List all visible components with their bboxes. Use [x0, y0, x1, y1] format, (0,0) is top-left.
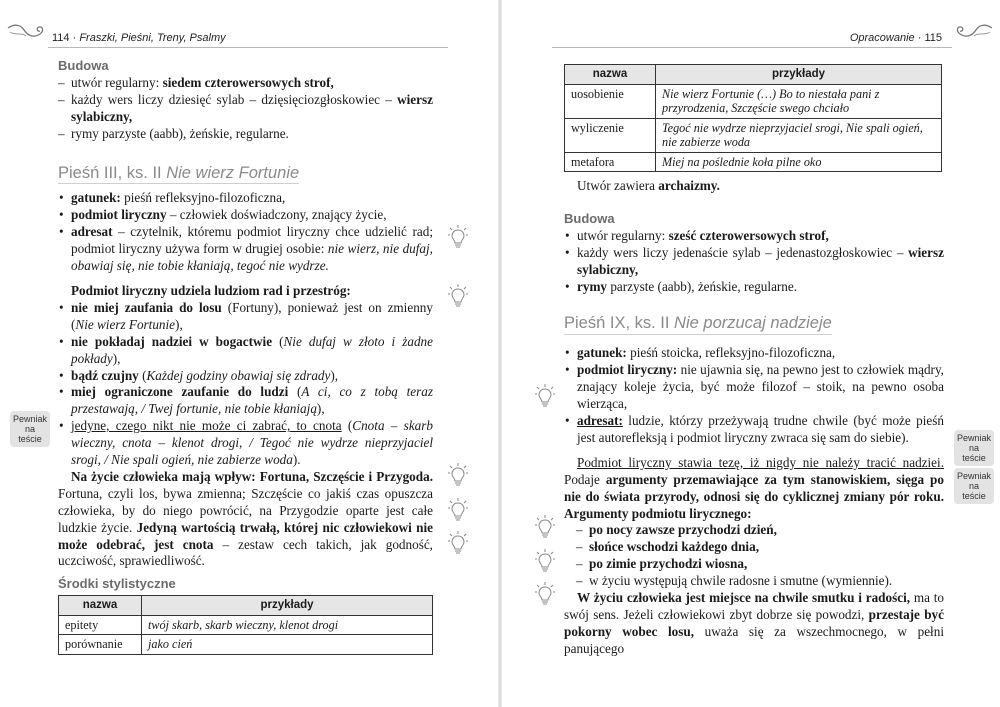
budowa-list	[564, 228, 944, 296]
list-item: • rymy parzyste (aabb), żeńskie, regularne.	[564, 279, 944, 296]
lightbulb-icon	[534, 548, 556, 574]
list-item: – utwór regularny: siedem czterowersowych strof,	[58, 75, 433, 92]
info-list	[564, 345, 944, 446]
lightbulb-icon	[447, 224, 469, 250]
list-item: • bądź czujny (Każdej godziny obawiaj się zdrady),	[58, 368, 433, 385]
lightbulb-icon	[447, 497, 469, 523]
table-row: epitety twój skarb, skarb wieczny, klenot drogi	[59, 615, 433, 635]
stylistic-table	[564, 64, 942, 172]
list-item: • adresat – czytelnik, któremu podmiot liryczny chce udzielić rad; podmiot liryczny używa form w drugiej osobie: nie wierz, nie dufaj, obawiaj się, nie tobie kłaniają, tegoć nie wydrze.	[58, 224, 433, 275]
list-item: • gatunek: pieśń stoicka, refleksyjno-filozoficzna,	[564, 345, 944, 362]
right-page	[500, 0, 1000, 707]
lightbulb-icon	[447, 462, 469, 488]
left-column	[58, 58, 433, 655]
lightbulb-icon	[534, 383, 556, 409]
lightbulb-icon	[447, 530, 469, 556]
running-head: 114 · Fraszki, Pieśni, Treny, Psalmy	[52, 32, 226, 44]
table-header: nazwa	[565, 65, 656, 85]
list-item: • podmiot liryczny: nie ujawnia się, na pewno jest to człowiek mądry, znający koleje życia, być może filozof – stoik, na pewno osoba wierząca,	[564, 362, 944, 413]
list-item: • utwór regularny: sześć czterowersowych strof,	[564, 228, 944, 245]
book-title: Fraszki, Pieśni, Treny, Psalmy	[79, 32, 226, 44]
life-paragraph: Na życie człowieka mają wpływ: Fortuna, Szczęście i Przygoda. Fortuna, czyli los, bywa zmienna; Szczęście co jakiś czas opuszcza człowieka, by do niego powrócić, na Przygodzie oparte jest całe ludzkie życie. Jedyną wartością trwałą, której nic człowiekowi nie może odebrać, jest cnota – zestaw cech takich, jak godność, uczciwość, sprawiedliwość.	[58, 468, 433, 569]
table-header: nazwa	[59, 596, 142, 616]
lightbulb-icon	[534, 581, 556, 607]
lightbulb-icon	[534, 514, 556, 540]
header-rule	[48, 47, 448, 48]
table-header: przykłady	[142, 596, 433, 616]
table-row: porównanie jako cień	[59, 635, 433, 655]
page-number: 115	[924, 32, 942, 44]
thesis-paragraph: Podmiot liryczny stawia tezę, iż nigdy nie należy tracić nadziei. Podaje argumenty przemawiające za tym stanowiskiem, sięga po nie do świata przyrody, odnosi się do cyklicznej zmiany pór roku. Argumenty podmiotu lirycznego:	[564, 454, 944, 521]
final-paragraph: W życiu człowieka jest miejsce na chwile smutku i radości, ma to swój sens. Jeżeli człowiekowi zbyt dobrze się powodzi, przestaje być pokorny wobec losu, uważa się za wszechmocnego, w pełni panującego	[564, 590, 944, 656]
pewniak-tag: Pewniak na teście	[954, 430, 994, 466]
table-header: przykłady	[656, 65, 942, 85]
pewniak-tag: Pewniak na teście	[954, 468, 994, 504]
list-item: – każdy wers liczy dziesięć sylab – dzięsięciozgłoskowiec – wiersz sylabiczny,	[58, 92, 433, 126]
list-item: • podmiot liryczny – człowiek doświadczony, znający życie,	[58, 207, 433, 224]
list-item: • nie pokładaj nadziei w bogactwie (Nie dufaj w złoto i żadne pokłady),	[58, 334, 433, 368]
list-item: • adresat: ludzie, którzy przeżywają trudne chwile (być może pieśń jest autorefleksją i podmiot liryczny zwraca się sam do siebie).	[564, 413, 944, 447]
header-rule	[552, 47, 952, 48]
advice-intro: Podmiot liryczny udziela ludziom rad i przestróg:	[71, 282, 351, 298]
right-column	[564, 64, 944, 658]
list-item: • miej ograniczone zaufanie do ludzi (A ci, co z tobą teraz przestawają, / Twej fortunie, nie tobie kłaniają),	[58, 384, 433, 418]
book-title: Opracowanie	[849, 32, 915, 44]
archaizmy-note: Utwór zawiera archaizmy.	[577, 178, 720, 193]
section-title: Pieśń IX, ks. II Nie porzucaj nadzieje	[564, 315, 832, 335]
table-row: uosobienie Nie wierz Fortunie (…) Bo to niestała pani z przyrodzenia, Szczęście swego chciało	[565, 84, 942, 118]
lightbulb-icon	[447, 283, 469, 309]
arguments-list	[564, 522, 944, 590]
section-title: Pieśń III, ks. II Nie wierz Fortunie	[58, 165, 299, 185]
list-item: • nie miej zaufania do losu (Fortuny), ponieważ jest on zmienny (Nie wierz Fortunie),	[58, 300, 433, 334]
list-item: – po nocy zawsze przychodzi dzień,	[576, 522, 944, 539]
running-head: Opracowanie · 115	[849, 32, 942, 44]
budowa-heading: Budowa	[58, 58, 109, 73]
ornament-scroll-icon	[954, 22, 994, 44]
budowa-heading: Budowa	[564, 210, 615, 226]
list-item: • gatunek: pieśń refleksyjno-filozoficzna,	[58, 190, 433, 207]
advice-list	[58, 300, 433, 469]
info-list	[58, 190, 433, 275]
list-item: – słońce wschodzi każdego dnia,	[576, 539, 944, 556]
list-item: – po zimie przychodzi wiosna,	[576, 556, 944, 573]
pewniak-tag: Pewniak na teście	[10, 411, 50, 447]
list-item: • jedyne, czego nikt nie może ci zabrać, to cnota (Cnota – skarb wieczny, cnota – klenot drogi, / Tegoć nie wydrze nieprzyjaciel srogi, / Nie spali ogień, nie zabierze woda).	[58, 418, 433, 469]
list-item: – w życiu występują chwile radosne i smutne (wymiennie).	[576, 573, 944, 590]
table-row: wyliczenie Tegoć nie wydrze nieprzyjaciel srogi, Nie spali ogień, nie zabierze woda	[565, 118, 942, 152]
table-row: metafora Miej na poślednie koła pilne oko	[565, 152, 942, 172]
list-item: – rymy parzyste (aabb), żeńskie, regularne.	[58, 126, 433, 143]
ornament-scroll-icon	[6, 22, 46, 44]
list-item: • każdy wers liczy jedenaście sylab – jedenastozgłoskowiec – wiersz sylabiczny,	[564, 245, 944, 279]
budowa-list	[58, 75, 433, 143]
srodki-heading: Środki stylistyczne	[58, 576, 176, 592]
page-number: 114	[52, 32, 70, 44]
stylistic-table	[58, 595, 433, 655]
